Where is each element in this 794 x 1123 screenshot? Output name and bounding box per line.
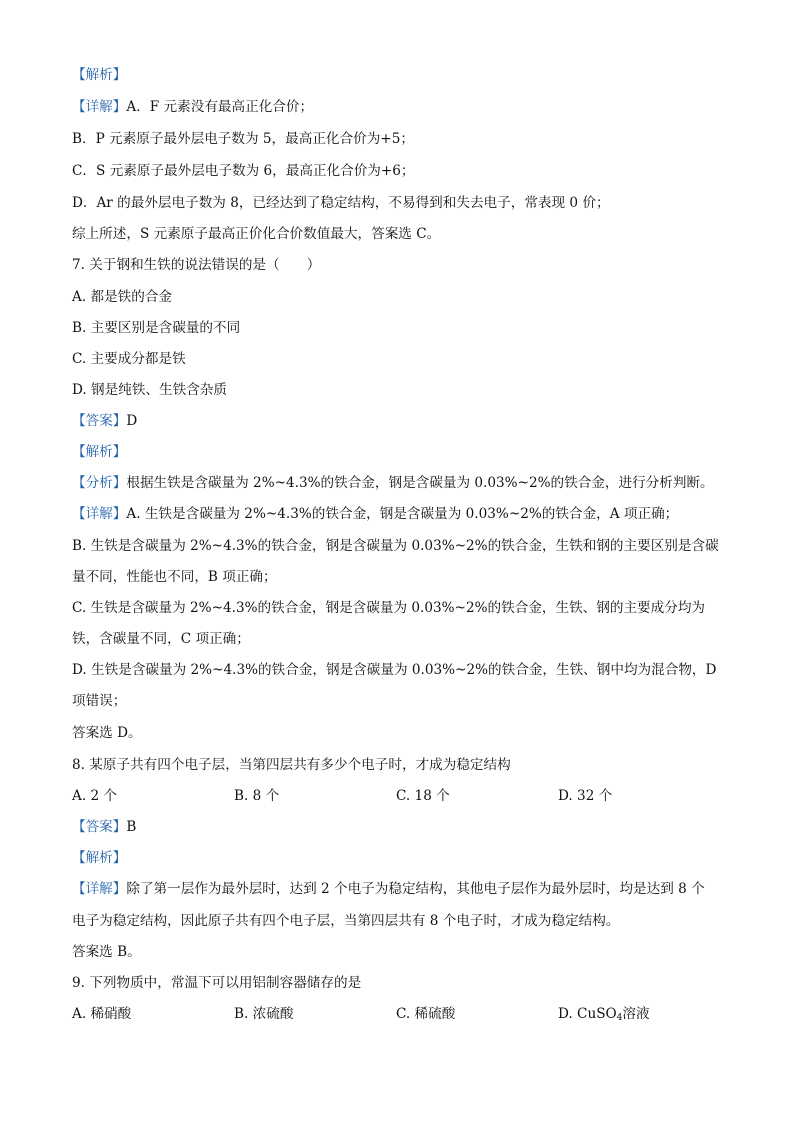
q7-analysis: 【分析】根据生铁是含碳量为 2%~4.3%的铁合金，钢是含碳量为 0.03%~2%的铁合金，进行分析判断。 (72, 475, 714, 491)
q7-detail-b2: 量不同，性能也不同，B 项正确； (72, 569, 277, 585)
detail-tag: 【详解】 (72, 506, 127, 522)
q7-stem: 7. 关于钢和生铁的说法错误的是（ ） (72, 257, 321, 273)
q7-detail-d1: D. 生铁是含碳量为 2%~4.3%的铁合金，钢是含碳量为 0.03%~2%的铁合金，生铁、钢中均为混合物，D (72, 662, 717, 678)
q7-detail-c1: C. 生铁是含碳量为 2%~4.3%的铁合金，钢是含碳量为 0.03%~2%的铁合金，生铁、钢的主要成分均为 (72, 600, 706, 616)
detail-tag: 【详解】 (72, 881, 127, 897)
q8-option-c: C. 18 个 (396, 788, 450, 804)
analysis-tag: 【解析】 (72, 67, 127, 83)
answer-tag: 【答案】 (72, 819, 127, 835)
q7-conclusion: 答案选 D。 (72, 725, 142, 741)
q6-detail-a: 【详解】A．F 元素没有最高正化合价； (72, 99, 314, 115)
q6-detail-c: C．S 元素原子最外层电子数为 6，最高正化合价为+6； (72, 163, 415, 179)
q7-answer: 【答案】D (72, 413, 138, 429)
q9-option-d: D. CuSO$_4$溶液 (558, 1006, 650, 1023)
q8-stem: 8. 某原子共有四个电子层，当第四层共有多少个电子时，才成为稳定结构 (72, 757, 511, 773)
q7-detail-b1: B. 生铁是含碳量为 2%~4.3%的铁合金，钢是含碳量为 0.03%~2%的铁合金，生铁和钢的主要区别是含碳 (72, 538, 719, 554)
q8-detail2: 电子为稳定结构，因此原子共有四个电子层，当第四层共有 8 个电子时，才成为稳定结构。 (72, 913, 620, 929)
q8-option-a: A. 2 个 (72, 788, 118, 804)
analysis-label: 【分析】 (72, 475, 127, 491)
q9-option-b: B. 浓硫酸 (234, 1006, 294, 1022)
q7-option-d: D. 钢是纯铁、生铁含杂质 (72, 382, 227, 398)
q8-detail1: 【详解】除了第一层作为最外层时，达到 2 个电子为稳定结构，其他电子层作为最外层时，均是达到 8 个 (72, 881, 705, 897)
q7-option-c: C. 主要成分都是铁 (72, 351, 186, 367)
q9-stem: 9. 下列物质中，常温下可以用铝制容器储存的是 (72, 975, 362, 991)
detail-tag: 【详解】 (72, 99, 127, 115)
q8-option-b: B. 8 个 (234, 788, 280, 804)
q8-answer: 【答案】B (72, 819, 137, 835)
q8-analysis-tag: 【解析】 (72, 850, 127, 866)
q7-option-a: A. 都是铁的合金 (72, 289, 173, 305)
q9-option-c: C. 稀硫酸 (396, 1006, 456, 1022)
q7-detail-d2: 项错误； (72, 693, 127, 709)
q6-detail-b: B．P 元素原子最外层电子数为 5，最高正化合价为+5； (72, 131, 414, 147)
q6-summary: 综上所述，S 元素原子最高正价化合价数值最大，答案选 C。 (72, 226, 441, 242)
q6-detail-d: D．Ar 的最外层电子数为 8，已经达到了稳定结构，不易得到和失去电子，常表现 0 价； (72, 195, 610, 211)
q7-option-b: B. 主要区别是含碳量的不同 (72, 320, 241, 336)
q7-detail-a: 【详解】A. 生铁是含碳量为 2%~4.3%的铁合金，钢是含碳量为 0.03%~2%的铁合金，A 项正确； (72, 506, 679, 522)
q7-analysis-tag: 【解析】 (72, 444, 127, 460)
answer-tag: 【答案】 (72, 413, 127, 429)
q9-option-a: A. 稀硝酸 (72, 1006, 132, 1022)
q8-option-d: D. 32 个 (558, 788, 613, 804)
q8-conclusion: 答案选 B。 (72, 944, 141, 960)
q7-detail-c2: 铁，含碳量不同，C 项正确； (72, 631, 250, 647)
